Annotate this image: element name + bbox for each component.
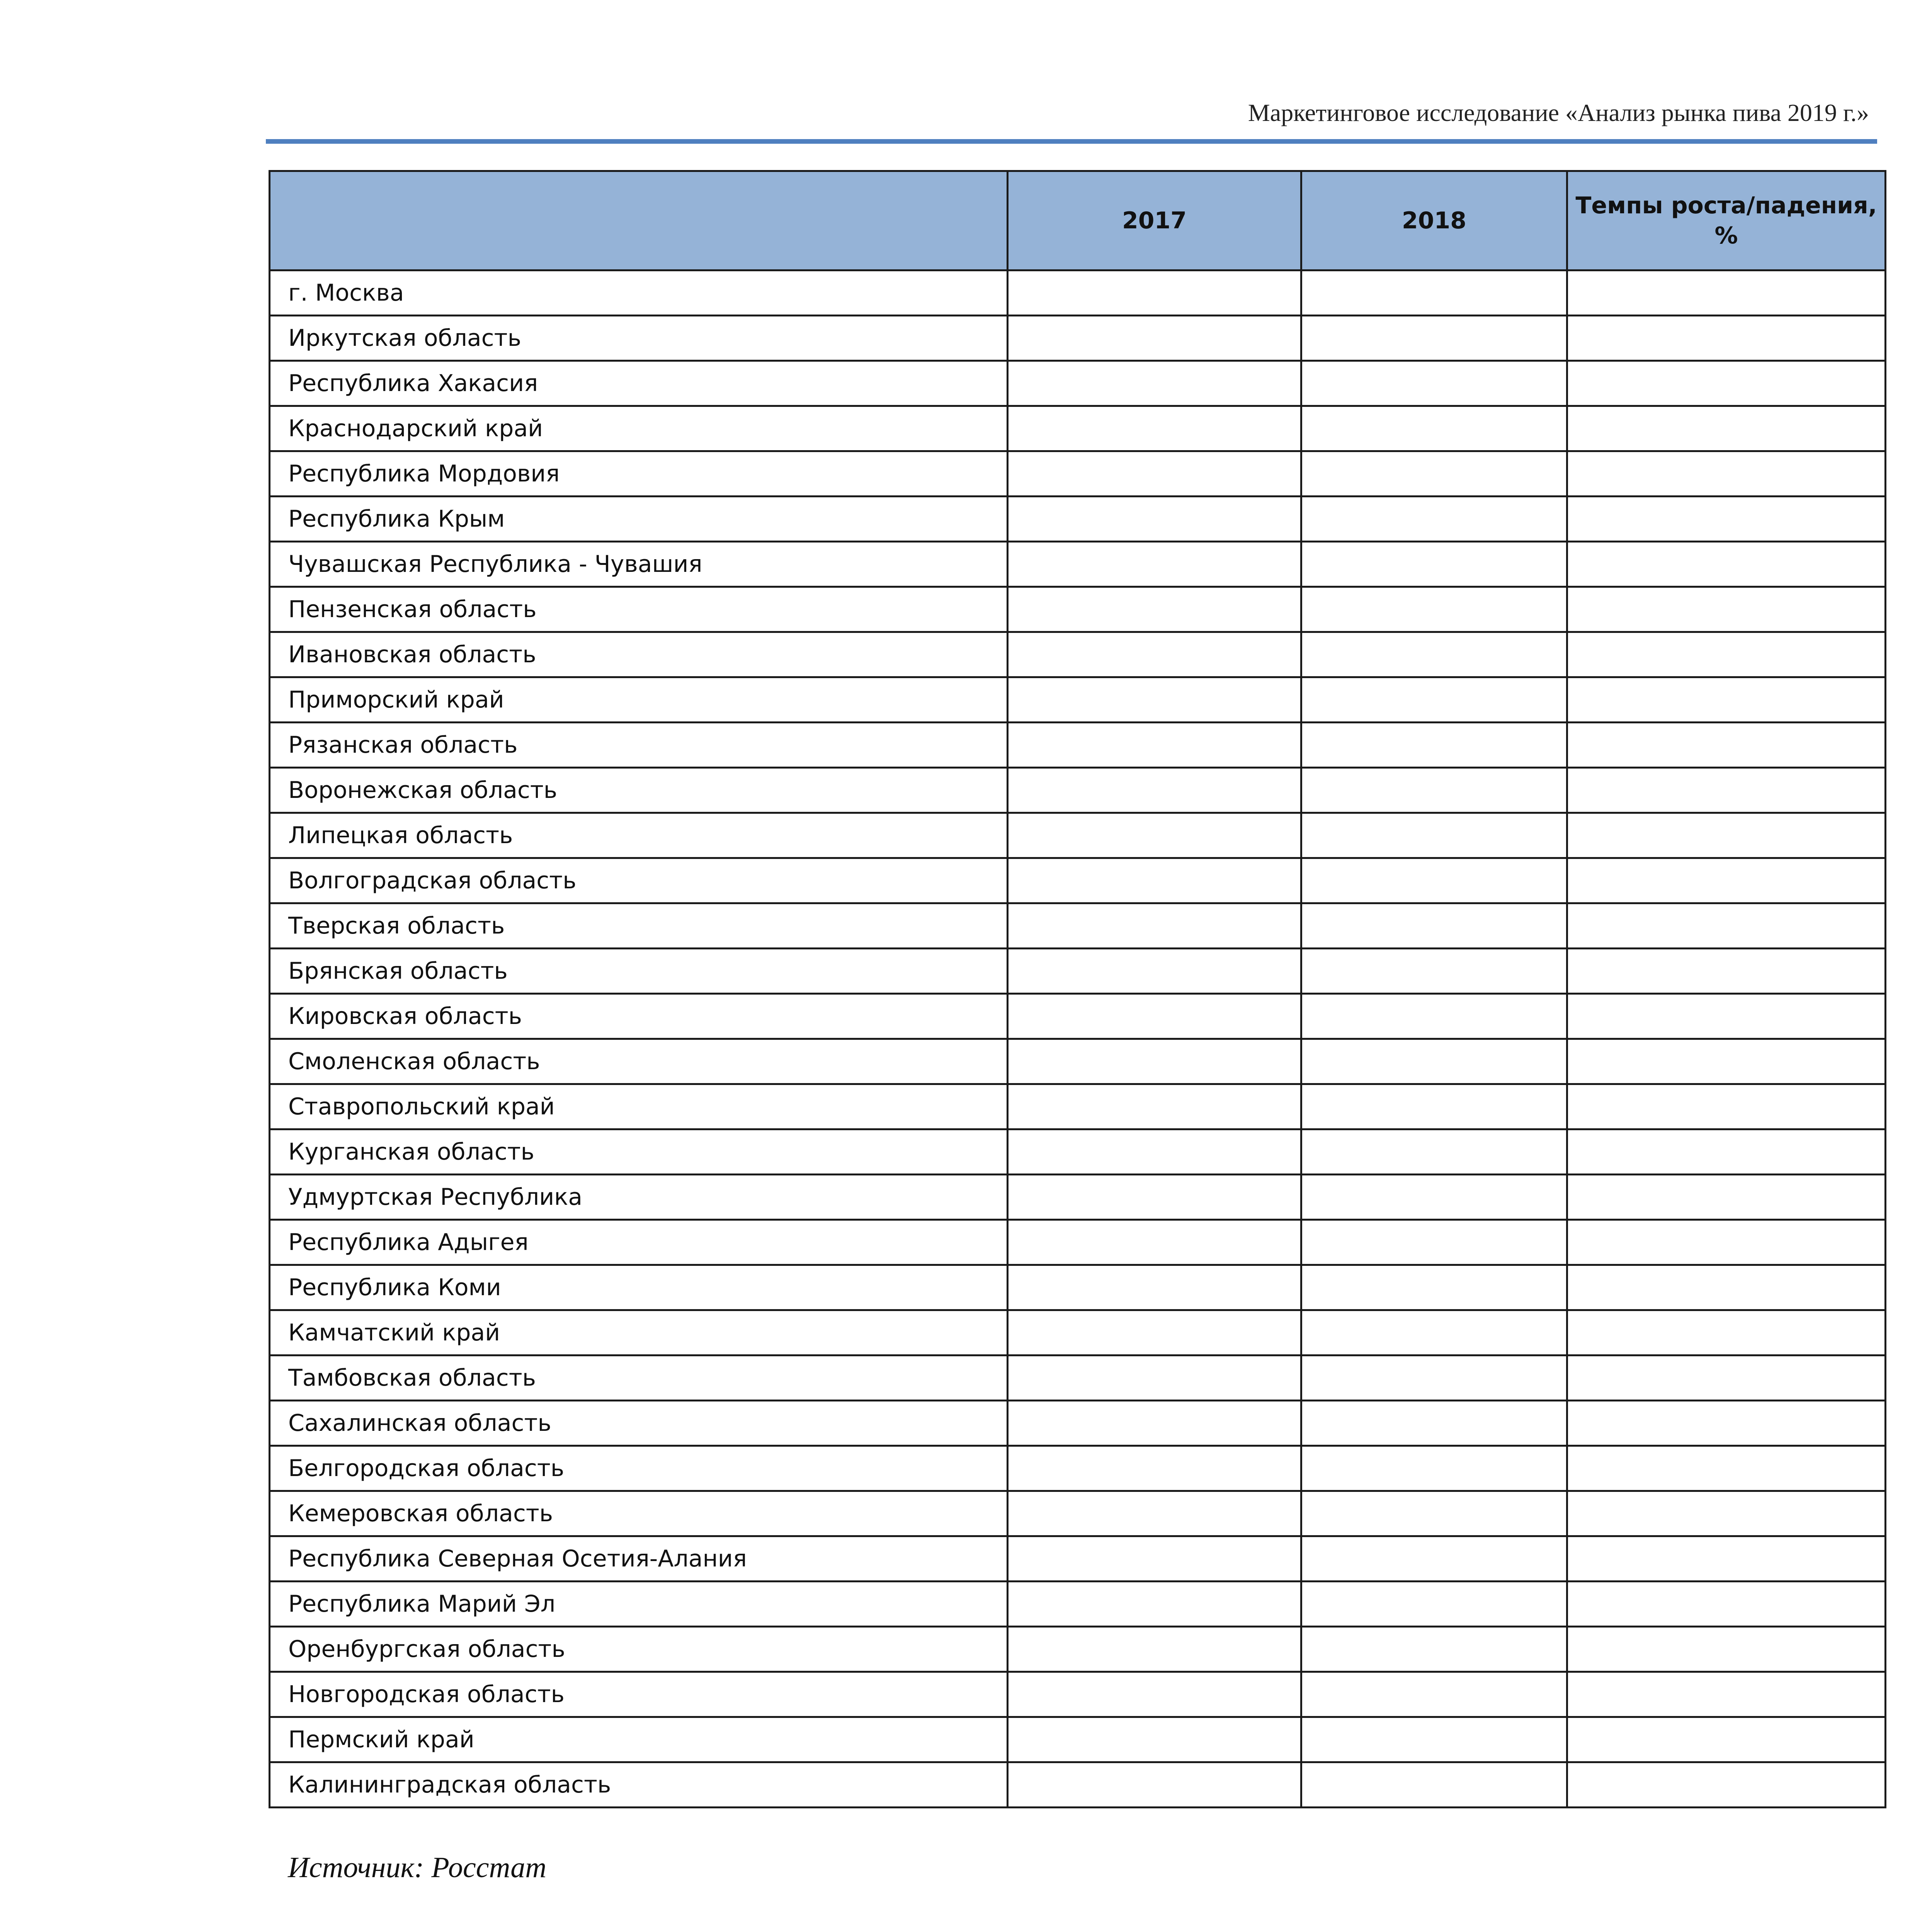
region-name-cell: Кемеровская область <box>270 1491 1008 1536</box>
value-2018-cell <box>1301 858 1567 903</box>
table-row <box>270 361 1886 406</box>
table-row <box>270 677 1886 723</box>
region-name-cell: Чувашская Республика - Чувашия <box>270 542 1008 587</box>
value-2017-cell <box>1008 1175 1301 1220</box>
growth-rate-cell <box>1567 1355 1886 1401</box>
growth-rate-cell <box>1567 1401 1886 1446</box>
region-name-cell: Приморский край <box>270 677 1008 723</box>
region-name-cell: Белгородская область <box>270 1446 1008 1491</box>
column-header-2018: 2018 <box>1301 171 1567 270</box>
table-row <box>270 632 1886 677</box>
table-row <box>270 1220 1886 1265</box>
value-2018-cell <box>1301 632 1567 677</box>
table-row <box>270 1039 1886 1084</box>
value-2017-cell <box>1008 723 1301 768</box>
table-row <box>270 1355 1886 1401</box>
growth-rate-cell <box>1567 1039 1886 1084</box>
region-name-cell: Краснодарский край <box>270 406 1008 451</box>
region-name-cell: Рязанская область <box>270 723 1008 768</box>
table-row <box>270 1627 1886 1672</box>
region-name-cell: Курганская область <box>270 1129 1008 1175</box>
growth-rate-cell <box>1567 1491 1886 1536</box>
column-header-2017: 2017 <box>1008 171 1301 270</box>
growth-rate-cell <box>1567 1717 1886 1762</box>
region-name-cell: Липецкая область <box>270 813 1008 858</box>
region-name-cell: Республика Хакасия <box>270 361 1008 406</box>
growth-rate-cell <box>1567 1536 1886 1582</box>
value-2018-cell <box>1301 497 1567 542</box>
value-2017-cell <box>1008 768 1301 813</box>
table-row <box>270 497 1886 542</box>
value-2018-cell <box>1301 361 1567 406</box>
region-name-cell: Ставропольский край <box>270 1084 1008 1129</box>
region-name-cell: Удмуртская Республика <box>270 1175 1008 1220</box>
table-row <box>270 451 1886 497</box>
value-2018-cell <box>1301 1762 1567 1808</box>
table-row <box>270 903 1886 949</box>
value-2017-cell <box>1008 1717 1301 1762</box>
value-2018-cell <box>1301 451 1567 497</box>
value-2018-cell <box>1301 1355 1567 1401</box>
table-row <box>270 1717 1886 1762</box>
value-2017-cell <box>1008 361 1301 406</box>
value-2018-cell <box>1301 1582 1567 1627</box>
growth-rate-cell <box>1567 1582 1886 1627</box>
value-2018-cell <box>1301 1401 1567 1446</box>
region-name-cell: Кировская область <box>270 994 1008 1039</box>
value-2017-cell <box>1008 1310 1301 1355</box>
table-row <box>270 858 1886 903</box>
value-2017-cell <box>1008 1265 1301 1310</box>
value-2017-cell <box>1008 1355 1301 1401</box>
value-2017-cell <box>1008 1491 1301 1536</box>
region-name-cell: Оренбургская область <box>270 1627 1008 1672</box>
region-name-cell: Смоленская область <box>270 1039 1008 1084</box>
value-2018-cell <box>1301 1039 1567 1084</box>
value-2018-cell <box>1301 813 1567 858</box>
growth-rate-cell <box>1567 677 1886 723</box>
growth-rate-cell <box>1567 1175 1886 1220</box>
value-2017-cell <box>1008 1084 1301 1129</box>
value-2018-cell <box>1301 723 1567 768</box>
region-name-cell: Ивановская область <box>270 632 1008 677</box>
value-2018-cell <box>1301 316 1567 361</box>
table-row <box>270 1672 1886 1717</box>
growth-rate-cell <box>1567 994 1886 1039</box>
value-2018-cell <box>1301 1175 1567 1220</box>
value-2017-cell <box>1008 497 1301 542</box>
region-name-cell: Сахалинская область <box>270 1401 1008 1446</box>
table-body <box>270 270 1886 1808</box>
value-2017-cell <box>1008 994 1301 1039</box>
value-2018-cell <box>1301 1084 1567 1129</box>
value-2017-cell <box>1008 1220 1301 1265</box>
region-name-cell: Пензенская область <box>270 587 1008 632</box>
value-2018-cell <box>1301 1717 1567 1762</box>
growth-rate-cell <box>1567 316 1886 361</box>
value-2017-cell <box>1008 1672 1301 1717</box>
growth-rate-cell <box>1567 1220 1886 1265</box>
table-row <box>270 270 1886 316</box>
growth-rate-cell <box>1567 1265 1886 1310</box>
column-header-growth: Темпы роста/падения, % <box>1567 171 1886 270</box>
value-2018-cell <box>1301 903 1567 949</box>
table-row <box>270 406 1886 451</box>
value-2018-cell <box>1301 1446 1567 1491</box>
table-row <box>270 1582 1886 1627</box>
value-2017-cell <box>1008 1627 1301 1672</box>
growth-rate-cell <box>1567 632 1886 677</box>
growth-rate-cell <box>1567 497 1886 542</box>
table-row <box>270 1446 1886 1491</box>
region-name-cell: Калининградская область <box>270 1762 1008 1808</box>
value-2018-cell <box>1301 949 1567 994</box>
table-row <box>270 1310 1886 1355</box>
growth-rate-cell <box>1567 451 1886 497</box>
growth-rate-cell <box>1567 858 1886 903</box>
value-2018-cell <box>1301 994 1567 1039</box>
table-header-row <box>270 171 1886 270</box>
value-2017-cell <box>1008 1446 1301 1491</box>
regions-table <box>269 170 1886 1808</box>
region-name-cell: г. Москва <box>270 270 1008 316</box>
table-row <box>270 1536 1886 1582</box>
region-name-cell: Республика Коми <box>270 1265 1008 1310</box>
value-2017-cell <box>1008 813 1301 858</box>
region-name-cell: Воронежская область <box>270 768 1008 813</box>
value-2018-cell <box>1301 1491 1567 1536</box>
region-name-cell: Камчатский край <box>270 1310 1008 1355</box>
growth-rate-cell <box>1567 903 1886 949</box>
table-row <box>270 1491 1886 1536</box>
region-name-cell: Тверская область <box>270 903 1008 949</box>
region-name-cell: Республика Марий Эл <box>270 1582 1008 1627</box>
table-row <box>270 1084 1886 1129</box>
region-name-cell: Республика Мордовия <box>270 451 1008 497</box>
value-2018-cell <box>1301 1220 1567 1265</box>
table-row <box>270 1401 1886 1446</box>
value-2017-cell <box>1008 949 1301 994</box>
growth-rate-cell <box>1567 1310 1886 1355</box>
value-2018-cell <box>1301 677 1567 723</box>
table-row <box>270 316 1886 361</box>
table-row <box>270 587 1886 632</box>
value-2017-cell <box>1008 1129 1301 1175</box>
value-2018-cell <box>1301 270 1567 316</box>
growth-rate-cell <box>1567 270 1886 316</box>
value-2018-cell <box>1301 768 1567 813</box>
table-row <box>270 723 1886 768</box>
region-name-cell: Республика Крым <box>270 497 1008 542</box>
region-name-cell: Тамбовская область <box>270 1355 1008 1401</box>
growth-rate-cell <box>1567 587 1886 632</box>
region-name-cell: Новгородская область <box>270 1672 1008 1717</box>
table-row <box>270 813 1886 858</box>
value-2017-cell <box>1008 587 1301 632</box>
value-2017-cell <box>1008 451 1301 497</box>
table-row <box>270 949 1886 994</box>
source-note: Источник: Росстат <box>288 1851 547 1884</box>
value-2017-cell <box>1008 677 1301 723</box>
growth-rate-cell <box>1567 768 1886 813</box>
region-name-cell: Пермский край <box>270 1717 1008 1762</box>
growth-rate-cell <box>1567 1446 1886 1491</box>
value-2018-cell <box>1301 406 1567 451</box>
value-2017-cell <box>1008 406 1301 451</box>
value-2018-cell <box>1301 587 1567 632</box>
value-2017-cell <box>1008 1039 1301 1084</box>
growth-rate-cell <box>1567 406 1886 451</box>
header-title: Маркетинговое исследование «Анализ рынка пива 2019 г.» <box>1248 99 1869 126</box>
value-2017-cell <box>1008 632 1301 677</box>
growth-rate-cell <box>1567 1627 1886 1672</box>
region-name-cell: Брянская область <box>270 949 1008 994</box>
region-name-cell: Иркутская область <box>270 316 1008 361</box>
value-2018-cell <box>1301 542 1567 587</box>
growth-rate-cell <box>1567 723 1886 768</box>
value-2018-cell <box>1301 1627 1567 1672</box>
value-2018-cell <box>1301 1129 1567 1175</box>
growth-rate-cell <box>1567 1672 1886 1717</box>
value-2018-cell <box>1301 1672 1567 1717</box>
value-2017-cell <box>1008 903 1301 949</box>
table-row <box>270 1175 1886 1220</box>
growth-rate-cell <box>1567 1129 1886 1175</box>
table-row <box>270 1265 1886 1310</box>
table-row <box>270 1762 1886 1808</box>
table-row <box>270 1129 1886 1175</box>
value-2018-cell <box>1301 1310 1567 1355</box>
value-2017-cell <box>1008 858 1301 903</box>
header-divider <box>266 139 1877 144</box>
growth-rate-cell <box>1567 361 1886 406</box>
region-name-cell: Республика Адыгея <box>270 1220 1008 1265</box>
value-2017-cell <box>1008 542 1301 587</box>
growth-rate-cell <box>1567 949 1886 994</box>
value-2017-cell <box>1008 1401 1301 1446</box>
region-name-cell: Республика Северная Осетия-Алания <box>270 1536 1008 1582</box>
value-2018-cell <box>1301 1536 1567 1582</box>
value-2017-cell <box>1008 1536 1301 1582</box>
value-2017-cell <box>1008 316 1301 361</box>
value-2018-cell <box>1301 1265 1567 1310</box>
value-2017-cell <box>1008 1582 1301 1627</box>
growth-rate-cell <box>1567 542 1886 587</box>
value-2017-cell <box>1008 270 1301 316</box>
value-2017-cell <box>1008 1762 1301 1808</box>
region-name-cell: Волгоградская область <box>270 858 1008 903</box>
growth-rate-cell <box>1567 813 1886 858</box>
column-header-region <box>270 171 1008 270</box>
table-row <box>270 768 1886 813</box>
table-row <box>270 542 1886 587</box>
growth-rate-cell <box>1567 1084 1886 1129</box>
growth-rate-cell <box>1567 1762 1886 1808</box>
table-row <box>270 994 1886 1039</box>
